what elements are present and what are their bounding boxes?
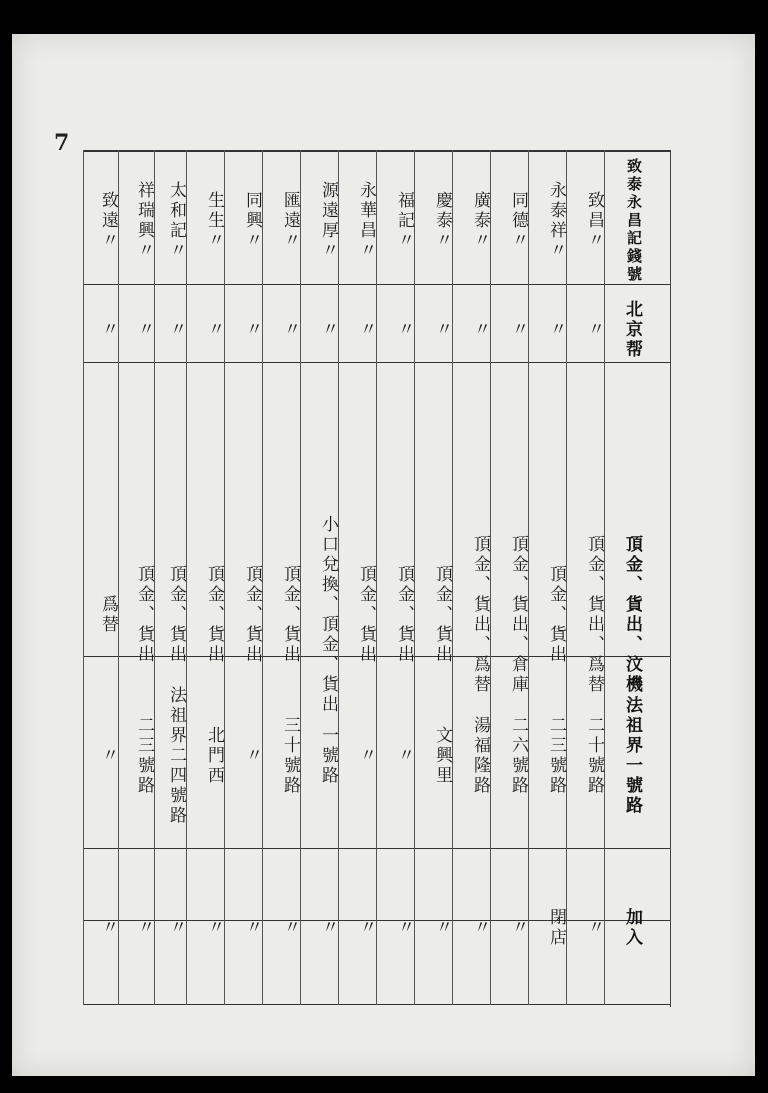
ledger-column [528,150,566,1005]
shop-name: 廣泰〃 [470,191,490,251]
shop-address: 文興里 [432,726,452,786]
shop-name: 同德〃 [508,191,528,251]
shop-business: 小口兌換、頂金、貨出 [318,515,338,715]
shop-location: 〃 [508,320,528,340]
shop-name: 源遠厚〃 [318,181,338,261]
shop-business: 頂金、貨出 [432,565,452,665]
shop-address: 北門西 [204,726,224,786]
shop-location: 〃 [584,320,604,340]
shop-name: 永華昌〃 [356,181,376,261]
shop-status: 〃 [432,918,452,938]
shop-status: 閉店 [546,908,566,948]
shop-address: 湯福隆路 [470,716,490,796]
shop-name: 同興〃 [242,191,262,251]
shop-name: 匯遠〃 [280,191,300,251]
ledger-column [414,150,452,1005]
ledger-column [300,150,338,1005]
shop-location: 〃 [546,320,566,340]
shop-address: 法祖界二四號路 [166,686,186,826]
shop-location: 〃 [318,320,338,340]
shop-business: 頂金、貨出 [134,565,154,665]
shop-location: 〃 [432,320,452,340]
shop-business: 頂金、貨出、爲替 [470,535,490,695]
shop-address: 〃 [394,746,414,766]
ledger-column [490,150,528,1005]
shop-status: 〃 [470,918,490,938]
shop-business: 頂金、貨出 [204,565,224,665]
shop-status: 加入 [622,908,642,948]
shop-name: 致泰永昌記錢號 [625,158,643,284]
shop-business: 頂金、貨出、倉庫 [508,535,528,695]
shop-status: 〃 [204,918,224,938]
shop-address: 二三號路 [546,716,566,796]
shop-address: 二十號路 [584,716,604,796]
shop-status: 〃 [584,918,604,938]
ledger-column [566,150,604,1005]
shop-business: 頂金、貨出、汶機 [622,535,642,695]
shop-business: 頂金、貨出 [356,565,376,665]
shop-name: 慶泰〃 [432,191,452,251]
shop-address: 〃 [242,746,262,766]
shop-business: 頂金、貨出 [280,565,300,665]
ledger-column [154,150,186,1005]
shop-address: 〃 [356,746,376,766]
shop-location: 北京帮 [622,300,642,360]
shop-address: 〃 [98,746,118,766]
shop-status: 〃 [242,918,262,938]
shop-location: 〃 [356,320,376,340]
shop-status: 〃 [280,918,300,938]
shop-business: 頂金、貨出 [546,565,566,665]
shop-business: 頂金、貨出 [394,565,414,665]
shop-business: 頂金、貨出、爲替 [584,535,604,695]
shop-address: 法祖界一號路 [622,696,642,816]
shop-location: 〃 [134,320,154,340]
ledger-column [186,150,224,1005]
shop-location: 〃 [280,320,300,340]
ledger-column [83,150,118,1005]
shop-address: 一號路 [318,726,338,786]
shop-location: 〃 [470,320,490,340]
ledger-column [262,150,300,1005]
shop-name: 永泰祥〃 [546,181,566,261]
shop-name: 福記〃 [394,191,414,251]
shop-business: 頂金、貨出 [242,565,262,665]
shop-name: 生生〃 [204,191,224,251]
shop-status: 〃 [134,918,154,938]
shop-location: 〃 [204,320,224,340]
shop-status: 〃 [508,918,528,938]
shop-address: 二六號路 [508,716,528,796]
shop-address: 三十號路 [280,716,300,796]
shop-location: 〃 [166,320,186,340]
ledger-column [118,150,154,1005]
shop-status: 〃 [394,918,414,938]
shop-status: 〃 [356,918,376,938]
ledger-column [604,150,642,1005]
ledger-column [376,150,414,1005]
shop-name: 祥瑞興〃 [134,181,154,261]
page-number: 7 [54,130,76,156]
shop-status: 〃 [98,918,118,938]
shop-name: 太和記〃 [166,181,186,261]
shop-status: 〃 [318,918,338,938]
shop-business: 頂金、貨出 [166,565,186,665]
shop-location: 〃 [242,320,262,340]
shop-status: 〃 [166,918,186,938]
ledger-column [452,150,490,1005]
shop-location: 〃 [394,320,414,340]
shop-name: 致遠〃 [98,191,118,251]
shop-name: 致昌〃 [584,191,604,251]
ledger-column [338,150,376,1005]
ledger-column [224,150,262,1005]
shop-address: 二三號路 [134,716,154,796]
shop-business: 爲替 [98,595,118,635]
shop-location: 〃 [98,320,118,340]
